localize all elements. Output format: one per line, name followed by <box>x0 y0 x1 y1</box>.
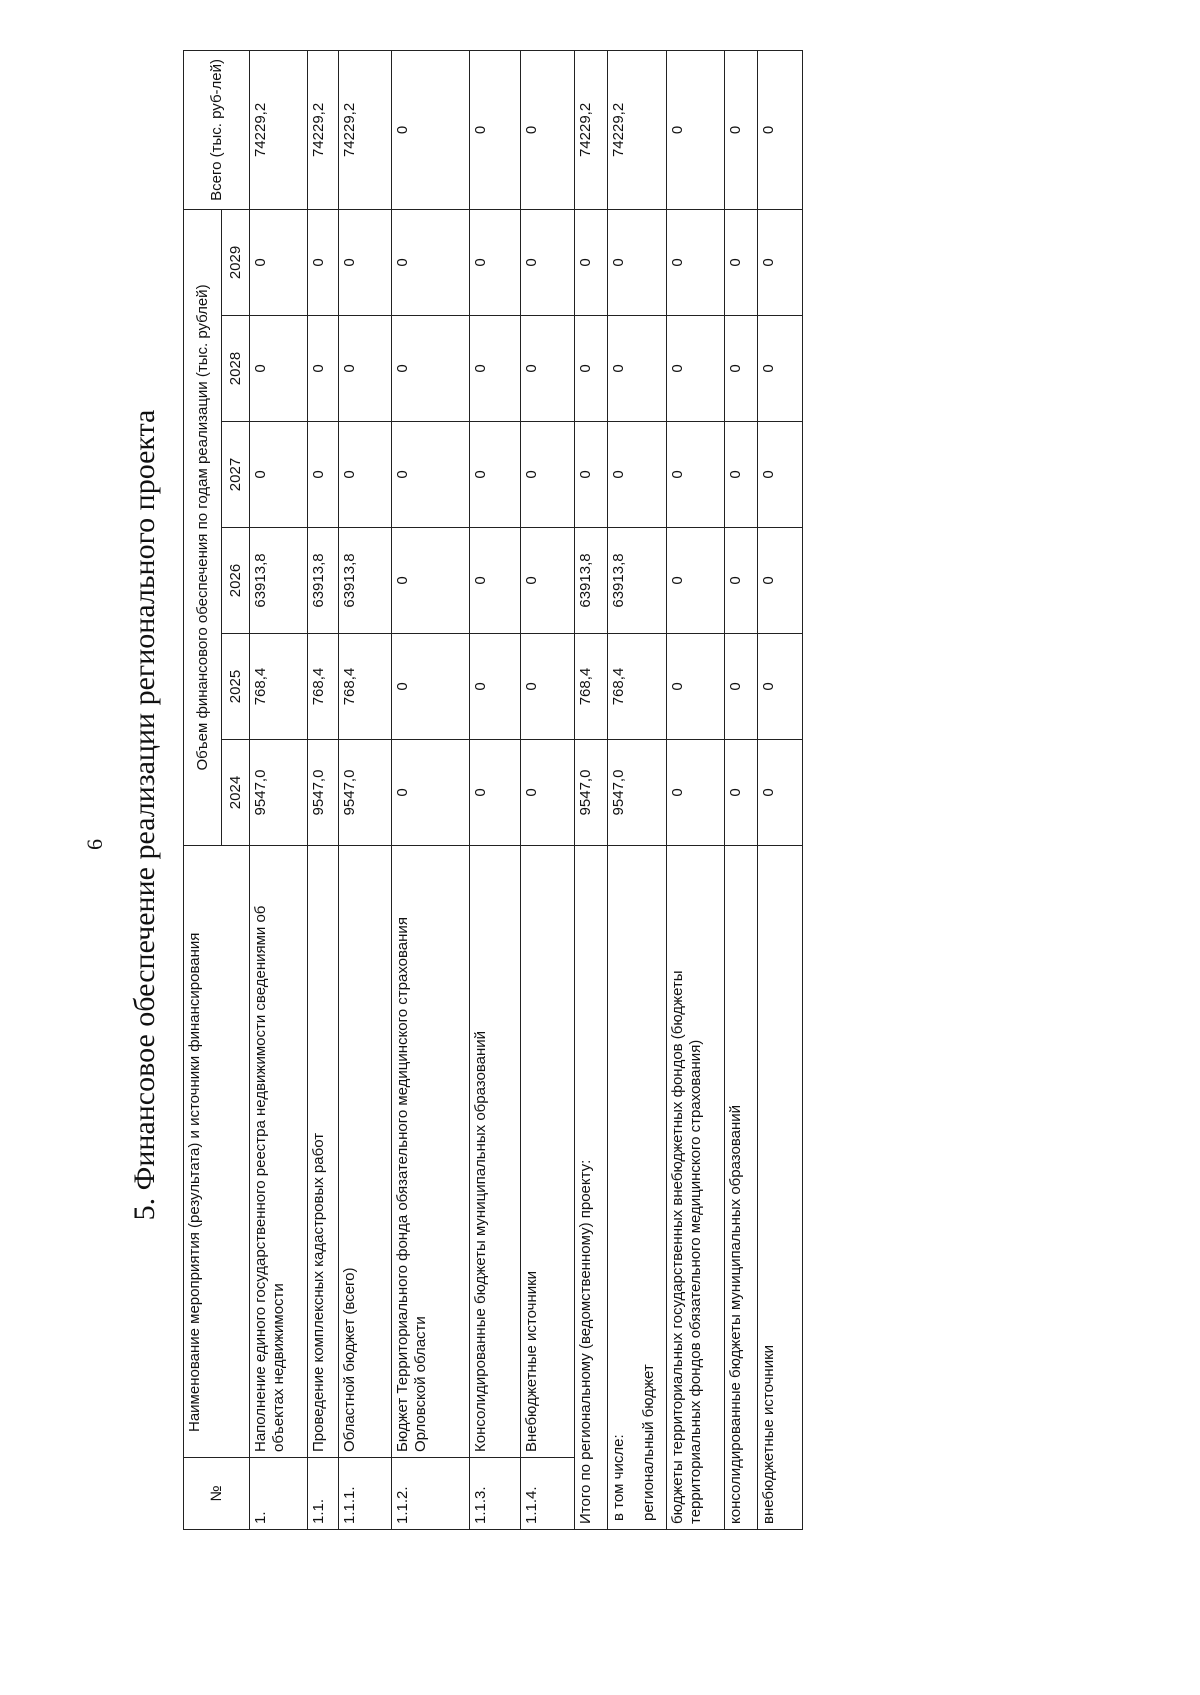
summary-row <box>758 50 803 1529</box>
cell-total: 74229,2 <box>574 50 607 209</box>
cell-total: 74229,2 <box>338 50 391 209</box>
header-year: 2027 <box>222 422 250 528</box>
summary-row <box>574 50 607 1529</box>
table-row <box>470 50 521 1529</box>
cell-value: 0 <box>758 422 803 528</box>
cell-value: 0 <box>521 209 574 315</box>
cell-value: 63913,8 <box>338 528 391 634</box>
cell-value: 0 <box>521 634 574 740</box>
page-number: 6 <box>82 839 107 850</box>
cell-total: 0 <box>725 50 758 209</box>
row-name: Проведение комплексных кадастровых работ <box>307 846 338 1458</box>
cell-value: 0 <box>392 740 470 846</box>
row-no: 1.1.3. <box>470 1458 521 1530</box>
cell-total: 74229,2 <box>250 50 308 209</box>
cell-value: 0 <box>608 209 667 315</box>
cell-total: 74229,2 <box>608 50 667 209</box>
row-no: 1.1. <box>307 1458 338 1530</box>
cell-value: 0 <box>608 422 667 528</box>
header-volume-group: Объем финансового обеспечения по годам реализации (тыс. рублей) <box>184 209 222 845</box>
cell-value: 0 <box>758 316 803 422</box>
cell-value: 9547,0 <box>574 740 607 846</box>
cell-value: 63913,8 <box>250 528 308 634</box>
table-row <box>338 50 391 1529</box>
summary-row <box>667 50 725 1529</box>
cell-value: 0 <box>521 316 574 422</box>
cell-value: 0 <box>574 316 607 422</box>
row-name: Консолидированные бюджеты муниципальных образований <box>470 846 521 1458</box>
header-year: 2026 <box>222 528 250 634</box>
cell-value: 0 <box>667 316 725 422</box>
cell-value: 0 <box>758 528 803 634</box>
cell-value: 0 <box>250 209 308 315</box>
cell-total: 0 <box>470 50 521 209</box>
cell-value: 0 <box>470 422 521 528</box>
row-no: 1.1.2. <box>392 1458 470 1530</box>
cell-value: 63913,8 <box>574 528 607 634</box>
table-row <box>250 50 308 1529</box>
cell-value: 0 <box>338 209 391 315</box>
financing-table <box>183 50 803 1530</box>
summary-row <box>608 50 667 1529</box>
cell-value: 0 <box>470 740 521 846</box>
cell-value: 0 <box>758 209 803 315</box>
cell-value: 9547,0 <box>608 740 667 846</box>
cell-value: 0 <box>392 209 470 315</box>
summary-label-sub: региональный бюджет <box>640 1364 658 1521</box>
cell-value: 768,4 <box>307 634 338 740</box>
header-no: № <box>184 1458 250 1530</box>
row-no: 1. <box>250 1458 308 1530</box>
cell-value: 9547,0 <box>250 740 308 846</box>
cell-value: 0 <box>392 316 470 422</box>
row-no: 1.1.1. <box>338 1458 391 1530</box>
cell-value: 0 <box>392 422 470 528</box>
cell-value: 0 <box>667 740 725 846</box>
cell-value: 9547,0 <box>307 740 338 846</box>
cell-value: 0 <box>725 740 758 846</box>
cell-value: 0 <box>392 528 470 634</box>
summary-label <box>608 846 667 1530</box>
summary-label: внебюджетные источники <box>758 846 803 1530</box>
table-row <box>392 50 470 1529</box>
cell-total: 0 <box>758 50 803 209</box>
cell-value: 0 <box>470 528 521 634</box>
row-name: Внебюджетные источники <box>521 846 574 1458</box>
header-year: 2029 <box>222 209 250 315</box>
cell-value: 768,4 <box>608 634 667 740</box>
cell-value: 768,4 <box>250 634 308 740</box>
cell-value: 0 <box>758 740 803 846</box>
row-name: Областной бюджет (всего) <box>338 846 391 1458</box>
cell-value: 0 <box>307 209 338 315</box>
cell-value: 0 <box>667 422 725 528</box>
summary-label: консолидированные бюджеты муниципальных образований <box>725 846 758 1530</box>
row-no: 1.1.4. <box>521 1458 574 1530</box>
cell-total: 74229,2 <box>307 50 338 209</box>
cell-value: 0 <box>725 209 758 315</box>
cell-value: 0 <box>725 634 758 740</box>
cell-value: 0 <box>521 422 574 528</box>
summary-row <box>725 50 758 1529</box>
cell-value: 63913,8 <box>307 528 338 634</box>
cell-value: 0 <box>667 209 725 315</box>
header-year: 2024 <box>222 740 250 846</box>
cell-value: 0 <box>470 209 521 315</box>
cell-total: 0 <box>521 50 574 209</box>
cell-value: 9547,0 <box>338 740 391 846</box>
table-row <box>521 50 574 1529</box>
cell-value: 0 <box>307 316 338 422</box>
header-total: Всего (тыс. руб-лей) <box>184 50 250 209</box>
table-row <box>307 50 338 1529</box>
cell-value: 0 <box>667 528 725 634</box>
row-name: Бюджет Территориального фонда обязательного медицинского страхования Орловской области <box>392 846 470 1458</box>
row-name: Наполнение единого государственного реестра недвижимости сведениями об объектах недвижимости <box>250 846 308 1458</box>
cell-value: 0 <box>470 634 521 740</box>
summary-label: Итого по региональному (ведомственному) проекту: <box>574 846 607 1530</box>
cell-value: 0 <box>758 634 803 740</box>
cell-total: 0 <box>392 50 470 209</box>
header-name: Наименование мероприятия (результата) и источники финансирования <box>184 846 250 1458</box>
cell-value: 0 <box>338 422 391 528</box>
cell-value: 0 <box>574 422 607 528</box>
cell-value: 0 <box>250 316 308 422</box>
cell-value: 768,4 <box>574 634 607 740</box>
cell-value: 0 <box>250 422 308 528</box>
cell-value: 0 <box>392 634 470 740</box>
cell-value: 0 <box>725 528 758 634</box>
cell-value: 0 <box>574 209 607 315</box>
cell-value: 0 <box>725 422 758 528</box>
cell-total: 0 <box>667 50 725 209</box>
section-title: 5. Финансовое обеспечение реализации регионального проекта <box>128 409 161 1221</box>
cell-value: 0 <box>307 422 338 528</box>
cell-value: 0 <box>470 316 521 422</box>
summary-label-main: в том числе: <box>610 1434 628 1521</box>
header-year: 2028 <box>222 316 250 422</box>
cell-value: 0 <box>725 316 758 422</box>
cell-value: 0 <box>521 528 574 634</box>
cell-value: 0 <box>667 634 725 740</box>
cell-value: 0 <box>608 316 667 422</box>
header-year: 2025 <box>222 634 250 740</box>
summary-label: бюджеты территориальных государственных внебюджетных фондов (бюджеты территориальных фондов обязательного медицинского страхования) <box>667 846 725 1530</box>
cell-value: 768,4 <box>338 634 391 740</box>
cell-value: 63913,8 <box>608 528 667 634</box>
cell-value: 0 <box>521 740 574 846</box>
cell-value: 0 <box>338 316 391 422</box>
